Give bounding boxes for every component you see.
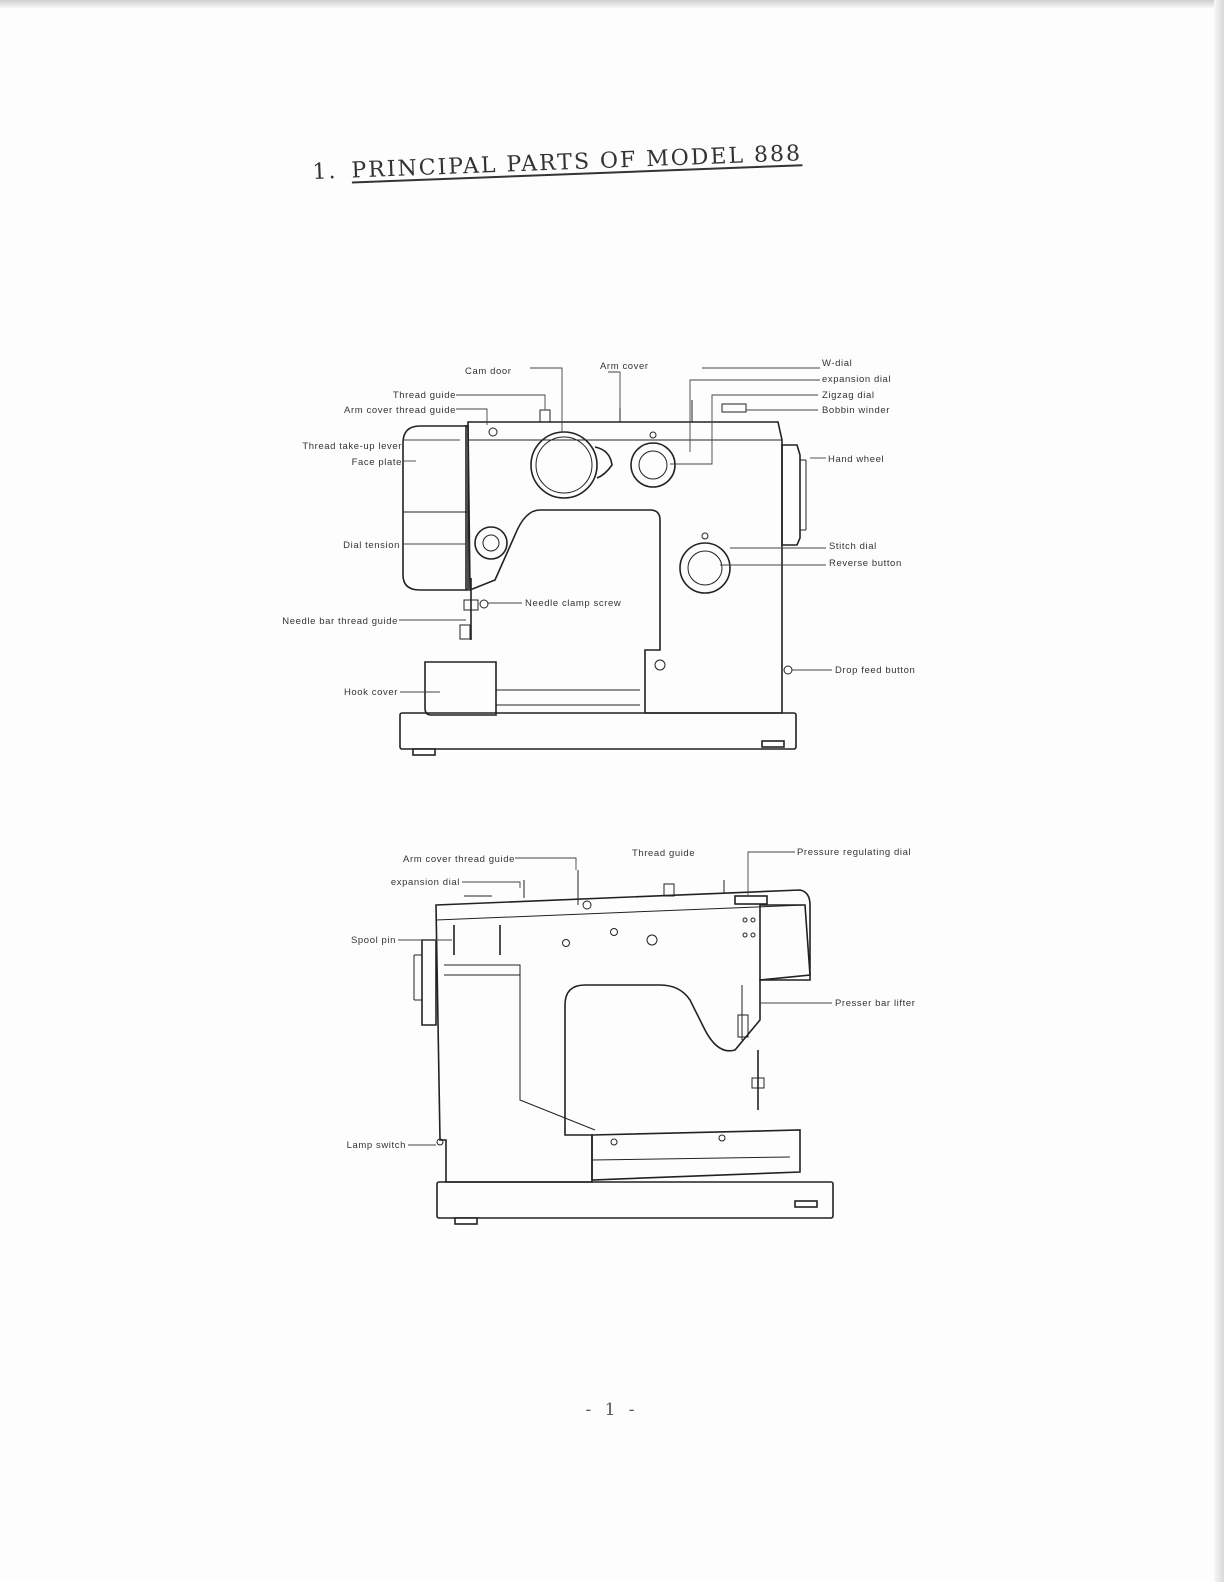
pressure-dial-shape: [735, 896, 767, 904]
label-back-arm-cover-thread-guide: Arm cover thread guide: [403, 854, 515, 865]
page-number: - 1 -: [585, 1400, 639, 1420]
back-hand-wheel: [422, 940, 436, 1025]
label-cam-door: Cam door: [465, 366, 512, 377]
label-needle-bar-thread-guide: Needle bar thread guide: [282, 616, 398, 627]
label-back-expansion-dial: expansion dial: [390, 877, 460, 888]
label-drop-feed-button: Drop feed button: [835, 665, 916, 676]
label-w-dial: W-dial: [822, 358, 853, 369]
section-title: PRINCIPAL PARTS OF MODEL 888: [351, 141, 803, 184]
back-hook-area: [592, 1130, 800, 1180]
label-presser-bar-lifter: Presser bar lifter: [835, 998, 916, 1009]
label-dial-tension: Dial tension: [343, 540, 400, 551]
label-bobbin-winder: Bobbin winder: [822, 405, 891, 416]
label-zigzag-dial: Zigzag dial: [822, 390, 875, 401]
back-machine-base: [437, 1182, 833, 1218]
label-expansion-dial: expansion dial: [822, 374, 892, 385]
back-head: [760, 905, 810, 980]
label-needle-clamp-screw: Needle clamp screw: [525, 598, 622, 609]
label-face-plate: Face plate: [351, 457, 402, 468]
section-number: 1.: [312, 159, 338, 185]
label-thread-take-up-lever: Thread take-up lever: [302, 441, 402, 452]
label-spool-pin: Spool pin: [350, 935, 396, 946]
label-hook-cover: Hook cover: [343, 687, 398, 698]
label-back-thread-guide: Thread guide: [632, 848, 696, 859]
label-reverse-button: Reverse button: [829, 558, 902, 569]
label-arm-cover-thread-guide: Arm cover thread guide: [344, 405, 456, 416]
label-lamp-switch: Lamp switch: [346, 1140, 406, 1151]
label-stitch-dial: Stitch dial: [829, 541, 877, 552]
label-thread-guide: Thread guide: [392, 390, 456, 401]
label-arm-cover: Arm cover: [600, 361, 649, 372]
label-hand-wheel: Hand wheel: [828, 454, 885, 465]
label-pressure-regulating-dial: Pressure regulating dial: [797, 847, 912, 858]
